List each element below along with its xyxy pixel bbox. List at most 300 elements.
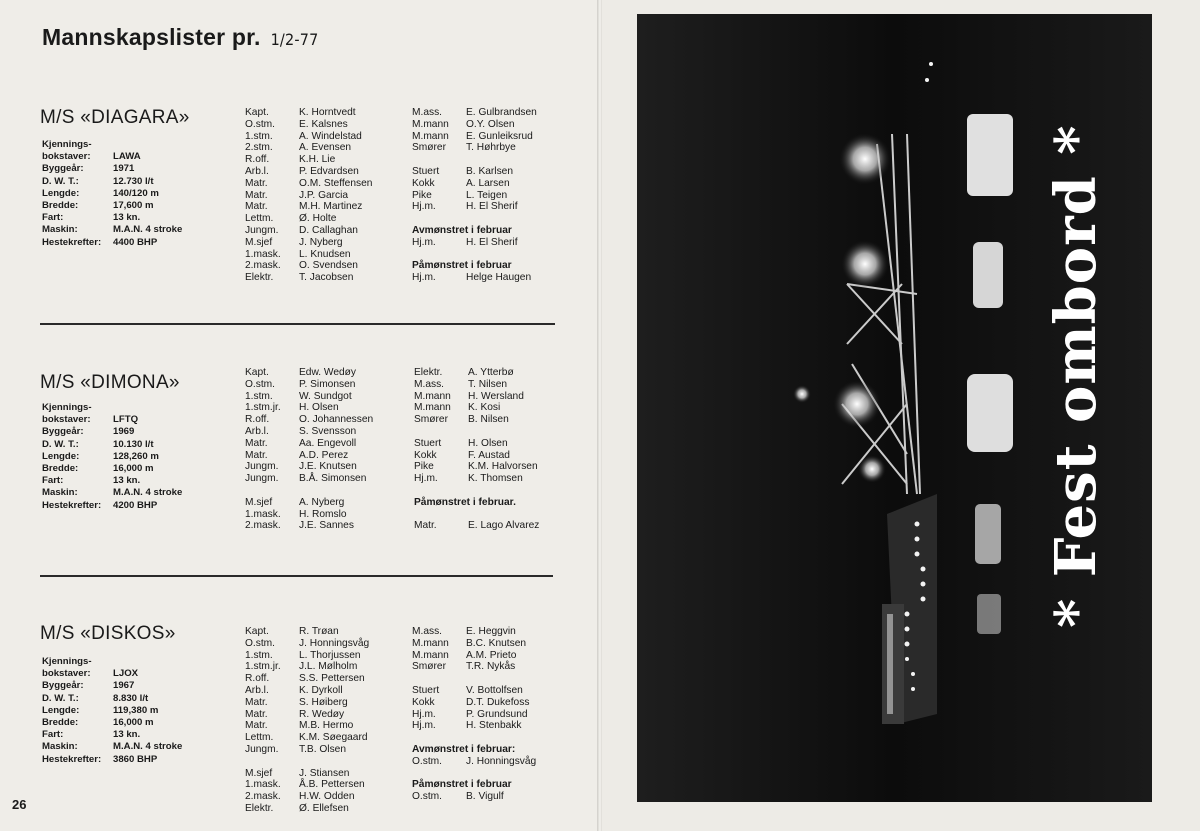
crew-rank: Lettm.	[245, 732, 274, 744]
info-row	[42, 754, 182, 766]
crew-name: R. Wedøy	[299, 708, 345, 720]
crew-rank: M.mann	[412, 649, 449, 661]
crew-name: K. Kosi	[468, 402, 501, 414]
photo-caption: * Fest ombord *	[1043, 124, 1109, 628]
spacer	[412, 768, 536, 780]
crew-row	[245, 791, 369, 803]
crew-name: L. Knudsen	[299, 248, 351, 260]
crew-rank: 2.stm.	[245, 142, 273, 154]
crew-name: K.M. Halvorsen	[468, 461, 538, 473]
info-key: Lengde:	[42, 187, 80, 199]
crew-row	[412, 190, 537, 202]
info-value: 17,600 m	[113, 200, 154, 212]
crew-name: Edw. Wedøy	[299, 367, 356, 378]
crew-rank: Lettm.	[245, 213, 274, 225]
info-key: Bredde:	[42, 463, 79, 475]
crew-name: D. Callaghan	[299, 224, 358, 236]
info-key: Fart:	[42, 729, 64, 741]
info-key: bokstaver:	[42, 151, 91, 163]
crew-row	[245, 497, 373, 509]
info-value: LAWA	[113, 151, 141, 163]
spacer	[412, 154, 537, 166]
info-value: 1967	[113, 680, 135, 692]
ship-info-dimona	[42, 402, 182, 512]
crew-rank: 2.mask.	[245, 520, 281, 532]
crew-name: A.M. Prieto	[466, 649, 517, 661]
crew-row	[245, 779, 369, 791]
crew-row	[245, 744, 369, 756]
info-key: Maskin:	[42, 741, 78, 753]
crew-name: J.L. Mølholm	[299, 661, 358, 673]
crew-row	[412, 119, 537, 131]
section-divider	[40, 575, 553, 577]
crew-name: K. Horntvedt	[299, 107, 356, 118]
crew-name: L. Teigen	[466, 189, 508, 201]
crew-rank: R.off.	[245, 154, 270, 166]
crew-name: E. Gunleiksrud	[466, 130, 533, 142]
spacer	[412, 213, 537, 225]
spacer	[412, 732, 536, 744]
info-value: LFTQ	[113, 414, 139, 426]
info-key: Bredde:	[42, 717, 79, 729]
spacer	[245, 485, 373, 497]
crew-row	[245, 249, 372, 261]
crew-row	[245, 154, 372, 166]
crew-rank: Matr.	[245, 449, 268, 461]
crew-rank: Matr.	[245, 189, 268, 201]
crew-name: K.M. Søegaard	[299, 732, 368, 744]
crew-name: O.M. Steffensen	[299, 177, 373, 189]
crew-rank: 1.stm.jr.	[245, 402, 281, 414]
crew-name: J.E. Sannes	[299, 520, 354, 532]
crew-rank: 1.mask.	[245, 779, 281, 791]
crew-name: L. Thorjussen	[299, 649, 361, 661]
info-key: Maskin:	[42, 224, 78, 236]
info-row	[42, 212, 182, 224]
crew-row	[414, 438, 539, 450]
crew-name: P. Edvardsen	[299, 165, 359, 177]
crew-name: R. Trøan	[299, 626, 339, 637]
page-title	[42, 24, 318, 51]
crew-row	[245, 661, 369, 673]
info-key: Kjennings-	[42, 402, 92, 413]
crew-rank: R.off.	[245, 414, 270, 426]
crew-rank: Stuert	[412, 165, 440, 177]
crew-row	[412, 709, 536, 721]
info-value: M.A.N. 4 stroke	[113, 224, 183, 236]
crew-rank: R.off.	[245, 673, 270, 685]
crew-row	[245, 509, 373, 521]
crew-rank: Arb.l.	[245, 165, 269, 177]
info-row	[42, 163, 182, 175]
crew-rank: M.sjef	[245, 236, 273, 248]
crew-name: K. Dyrkoll	[299, 684, 343, 696]
crew-row	[245, 367, 373, 379]
crew-rank: Elektr.	[245, 272, 274, 284]
crew-name: O.Y. Olsen	[466, 118, 515, 130]
crew-row	[412, 272, 537, 284]
crew-section-heading: Avmønstret i februar:	[412, 743, 516, 755]
crew-row	[245, 237, 372, 249]
crew-rank: Elektr.	[245, 802, 274, 814]
crew-row	[412, 626, 536, 638]
info-row	[42, 224, 182, 236]
info-key: Kjennings-	[42, 656, 92, 667]
info-value: LJOX	[113, 668, 139, 680]
crew-rank: Jungm.	[245, 461, 279, 473]
crew-row	[412, 107, 537, 119]
info-value: 16,000 m	[113, 717, 154, 729]
crew-name: M.H. Martinez	[299, 201, 363, 213]
crew-row	[245, 709, 369, 721]
crew-rank: M.sjef	[245, 767, 273, 779]
crew-list-diskos-col2	[412, 626, 536, 803]
crew-name: D.T. Dukefoss	[466, 696, 530, 708]
crew-rank: 1.stm.	[245, 649, 273, 661]
crew-row	[245, 638, 369, 650]
info-row	[42, 414, 182, 426]
crew-rank: 1.stm.jr.	[245, 661, 281, 673]
crew-name: J.P. Garcia	[299, 189, 349, 201]
crew-rank: Hj.m.	[412, 708, 436, 720]
crew-row	[245, 720, 369, 732]
crew-rank: Kokk	[414, 449, 437, 461]
crew-name: E. Lago Alvarez	[468, 520, 540, 532]
info-row	[42, 200, 182, 212]
crew-row	[412, 791, 536, 803]
page-number: 26	[12, 797, 27, 812]
crew-row	[245, 142, 372, 154]
crew-name: H. Olsen	[299, 402, 339, 414]
crew-row	[245, 650, 369, 662]
info-key: Fart:	[42, 475, 64, 487]
crew-name: H. Wersland	[468, 390, 524, 402]
crew-rank: Smører	[414, 414, 448, 426]
spacer	[412, 673, 536, 685]
crew-name: P. Grundsund	[466, 708, 528, 720]
info-key: Fart:	[42, 212, 64, 224]
info-value: 4200 BHP	[113, 499, 158, 511]
info-row	[42, 463, 182, 475]
crew-rank: M.mann	[412, 637, 449, 649]
crew-list-dimona-col1	[245, 367, 373, 532]
crew-name: H.W. Odden	[299, 791, 355, 803]
info-row	[42, 680, 182, 692]
crew-name: S.S. Pettersen	[299, 673, 365, 685]
crew-row	[245, 213, 372, 225]
crew-row	[245, 438, 373, 450]
crew-name: V. Bottolfsen	[466, 684, 523, 696]
crew-rank: 2.mask.	[245, 791, 281, 803]
crew-rank: Matr.	[245, 708, 268, 720]
ship-name-dimona: M/S «DIMONA»	[40, 372, 180, 393]
info-value: 1969	[113, 426, 135, 438]
crew-name: B. Nilsen	[468, 414, 509, 426]
info-row	[42, 188, 182, 200]
crew-rank: Hj.m.	[412, 236, 436, 248]
crew-row	[414, 379, 539, 391]
spacer	[414, 509, 539, 521]
info-value: 16,000 m	[113, 463, 154, 475]
crew-row	[412, 131, 537, 143]
crew-section-heading: Avmønstret i februar	[412, 224, 512, 236]
crew-rank: Matr.	[245, 720, 268, 732]
crew-rank: Hj.m.	[412, 272, 436, 284]
info-key: bokstaver:	[42, 668, 91, 680]
crew-name: W. Sundgot	[299, 390, 352, 402]
crew-rank: Kapt.	[245, 626, 269, 637]
crew-rank: O.stm.	[245, 637, 275, 649]
info-value: 128,260 m	[113, 450, 159, 462]
info-value: 119,380 m	[113, 704, 159, 716]
crew-row	[412, 756, 536, 768]
info-row	[42, 402, 182, 414]
crew-name: J. Stiansen	[299, 767, 350, 779]
crew-row	[245, 414, 373, 426]
crew-name: F. Austad	[468, 449, 510, 461]
crew-rank: Stuert	[412, 684, 440, 696]
info-value: 13 kn.	[113, 212, 141, 224]
crew-row	[412, 638, 536, 650]
crew-name: Ø. Holte	[299, 213, 337, 225]
info-row	[42, 139, 182, 151]
info-row	[42, 729, 182, 741]
crew-section-heading: Påmønstret i februar	[412, 779, 512, 791]
info-value: 12.730 l/t	[113, 175, 154, 187]
crew-row	[412, 142, 537, 154]
crew-rank: M.mann	[414, 390, 451, 402]
crew-rank: O.stm.	[245, 378, 275, 390]
crew-rank: Matr.	[414, 520, 437, 532]
crew-rank: M.ass.	[412, 626, 443, 637]
crew-row	[245, 166, 372, 178]
info-key: Kjennings-	[42, 139, 92, 150]
crew-name: H. Stenbakk	[466, 720, 522, 732]
ship-name-diskos: M/S «DISKOS»	[40, 623, 176, 644]
crew-row	[245, 379, 373, 391]
crew-name: S. Svensson	[299, 425, 357, 437]
crew-name: Helge Haugen	[466, 272, 532, 284]
crew-row	[245, 461, 373, 473]
crew-list-dimona-col2	[414, 367, 539, 532]
info-row	[42, 176, 182, 188]
crew-rank: Pike	[414, 461, 434, 473]
crew-name: E. Gulbrandsen	[466, 107, 537, 118]
crew-row	[414, 391, 539, 403]
crew-name: T. Nilsen	[468, 378, 508, 390]
crew-name: M.B. Hermo	[299, 720, 354, 732]
crew-name: Ø. Ellefsen	[299, 802, 349, 814]
info-row	[42, 717, 182, 729]
crew-rank: Kapt.	[245, 367, 269, 378]
crew-section-heading: Påmønstret i februar	[412, 260, 512, 272]
crew-rank: O.stm.	[412, 791, 442, 803]
crew-name: E. Kalsnes	[299, 118, 348, 130]
crew-name: T. Jacobsen	[299, 272, 354, 284]
crew-name: J. Honningsvåg	[466, 755, 537, 767]
crew-name: T.R. Nykås	[466, 661, 516, 673]
crew-row	[414, 414, 539, 426]
crew-section-heading: Påmønstret i februar.	[414, 496, 516, 508]
info-key: Lengde:	[42, 450, 80, 462]
crew-row	[412, 650, 536, 662]
crew-row	[412, 166, 537, 178]
crew-name: A. Larsen	[466, 177, 510, 189]
crew-row	[245, 732, 369, 744]
info-row	[42, 705, 182, 717]
crew-rank: Matr.	[245, 437, 268, 449]
spacer	[412, 249, 537, 261]
crew-name: S. Høiberg	[299, 696, 348, 708]
info-key: D. W. T.:	[42, 692, 79, 704]
crew-name: H. El Sherif	[466, 201, 518, 213]
info-row	[42, 439, 182, 451]
crew-row	[245, 107, 372, 119]
crew-rank: Hj.m.	[412, 720, 436, 732]
crew-rank: Kokk	[412, 696, 435, 708]
info-value: 10.130 l/t	[113, 438, 154, 450]
crew-rank: M.ass.	[412, 107, 443, 118]
crew-row	[412, 697, 536, 709]
crew-row	[412, 178, 537, 190]
info-key: Bredde:	[42, 200, 79, 212]
crew-rank: M.mann	[412, 118, 449, 130]
crew-row	[414, 402, 539, 414]
crew-rank: 2.mask.	[245, 260, 281, 272]
crew-row	[245, 473, 373, 485]
crew-name: Å.B. Pettersen	[299, 779, 365, 791]
crew-row	[245, 426, 373, 438]
spacer	[245, 756, 369, 768]
info-value: 4400 BHP	[113, 236, 158, 248]
crew-list-diagara-col2	[412, 107, 537, 284]
crew-rank: O.stm.	[412, 755, 442, 767]
crew-row	[412, 237, 537, 249]
crew-name: B. Vigulf	[466, 791, 504, 803]
ship-info-diskos	[42, 656, 182, 766]
crew-rank: Smører	[412, 142, 446, 154]
crew-name: A. Nyberg	[299, 496, 345, 508]
crew-row	[245, 178, 372, 190]
crew-row	[412, 685, 536, 697]
info-key: Byggeår:	[42, 680, 84, 692]
crew-rank: Jungm.	[245, 473, 279, 485]
crew-name: K.H. Lie	[299, 154, 336, 166]
info-row	[42, 451, 182, 463]
crew-row	[414, 461, 539, 473]
crew-rank: Matr.	[245, 696, 268, 708]
title-date: 1/2-77	[270, 30, 319, 49]
crew-rank: Matr.	[245, 201, 268, 213]
crew-row	[245, 673, 369, 685]
crew-row	[414, 450, 539, 462]
crew-name: B.Å. Simonsen	[299, 473, 367, 485]
info-value: M.A.N. 4 stroke	[113, 741, 183, 753]
crew-rank: Pike	[412, 189, 432, 201]
crew-name: H. El Sherif	[466, 236, 518, 248]
crew-name: A. Evensen	[299, 142, 352, 154]
info-key: Hestekrefter:	[42, 753, 102, 765]
crew-name: J.E. Knutsen	[299, 461, 357, 473]
crew-rank: Hj.m.	[412, 201, 436, 213]
crew-row	[245, 260, 372, 272]
info-value: 8.830 l/t	[113, 692, 149, 704]
info-row	[42, 426, 182, 438]
crew-rank: Kapt.	[245, 107, 269, 118]
crew-row	[245, 272, 372, 284]
crew-name: J. Nyberg	[299, 236, 343, 248]
crew-rank: Arb.l.	[245, 425, 269, 437]
crew-row	[414, 473, 539, 485]
crew-row	[245, 201, 372, 213]
spacer	[414, 485, 539, 497]
crew-rank: Matr.	[245, 177, 268, 189]
info-row	[42, 151, 182, 163]
crew-rank: M.mann	[412, 130, 449, 142]
crew-name: K. Thomsen	[468, 473, 523, 485]
left-page	[0, 0, 598, 831]
crew-rank: M.sjef	[245, 496, 273, 508]
info-row	[42, 668, 182, 680]
crew-name: H. Olsen	[468, 437, 508, 449]
crew-name: H. Romslo	[299, 508, 347, 520]
info-row	[42, 500, 182, 512]
crew-row	[245, 685, 369, 697]
info-key: Byggeår:	[42, 163, 84, 175]
crew-name: B. Karlsen	[466, 165, 513, 177]
info-value: M.A.N. 4 stroke	[113, 487, 183, 499]
crew-row	[414, 520, 539, 532]
crew-row	[245, 697, 369, 709]
crew-rank: O.stm.	[245, 118, 275, 130]
crew-name: A.D. Perez	[299, 449, 349, 461]
crew-rank: Jungm.	[245, 743, 279, 755]
info-row	[42, 693, 182, 705]
crew-row	[245, 119, 372, 131]
info-value: 140/120 m	[113, 187, 159, 199]
title-text: Mannskapslister pr.	[42, 24, 261, 50]
crew-rank: Stuert	[414, 437, 442, 449]
info-value: 13 kn.	[113, 729, 141, 741]
info-row	[42, 487, 182, 499]
crew-name: T.B. Olsen	[299, 743, 346, 755]
crew-name: O. Johannessen	[299, 414, 374, 426]
crew-row	[245, 391, 373, 403]
crew-name: Aa. Engevoll	[299, 437, 357, 449]
crew-row	[245, 131, 372, 143]
crew-name: T. Høhrbye	[466, 142, 516, 154]
spacer	[414, 426, 539, 438]
crew-row	[245, 190, 372, 202]
crew-name: O. Svendsen	[299, 260, 358, 272]
crew-rank: Jungm.	[245, 224, 279, 236]
info-row	[42, 237, 182, 249]
crew-rank: Smører	[412, 661, 446, 673]
crew-rank: M.ass.	[414, 378, 445, 390]
crew-name: A. Ytterbø	[468, 367, 514, 378]
crew-rank: M.mann	[414, 402, 451, 414]
crew-row	[412, 201, 537, 213]
info-key: Hestekrefter:	[42, 499, 102, 511]
crew-row	[412, 720, 536, 732]
info-key: bokstaver:	[42, 414, 91, 426]
info-key: Lengde:	[42, 704, 80, 716]
crew-row	[245, 402, 373, 414]
info-key: Maskin:	[42, 487, 78, 499]
crew-name: A. Windelstad	[299, 130, 362, 142]
crew-name: P. Simonsen	[299, 378, 356, 390]
crew-row	[414, 367, 539, 379]
